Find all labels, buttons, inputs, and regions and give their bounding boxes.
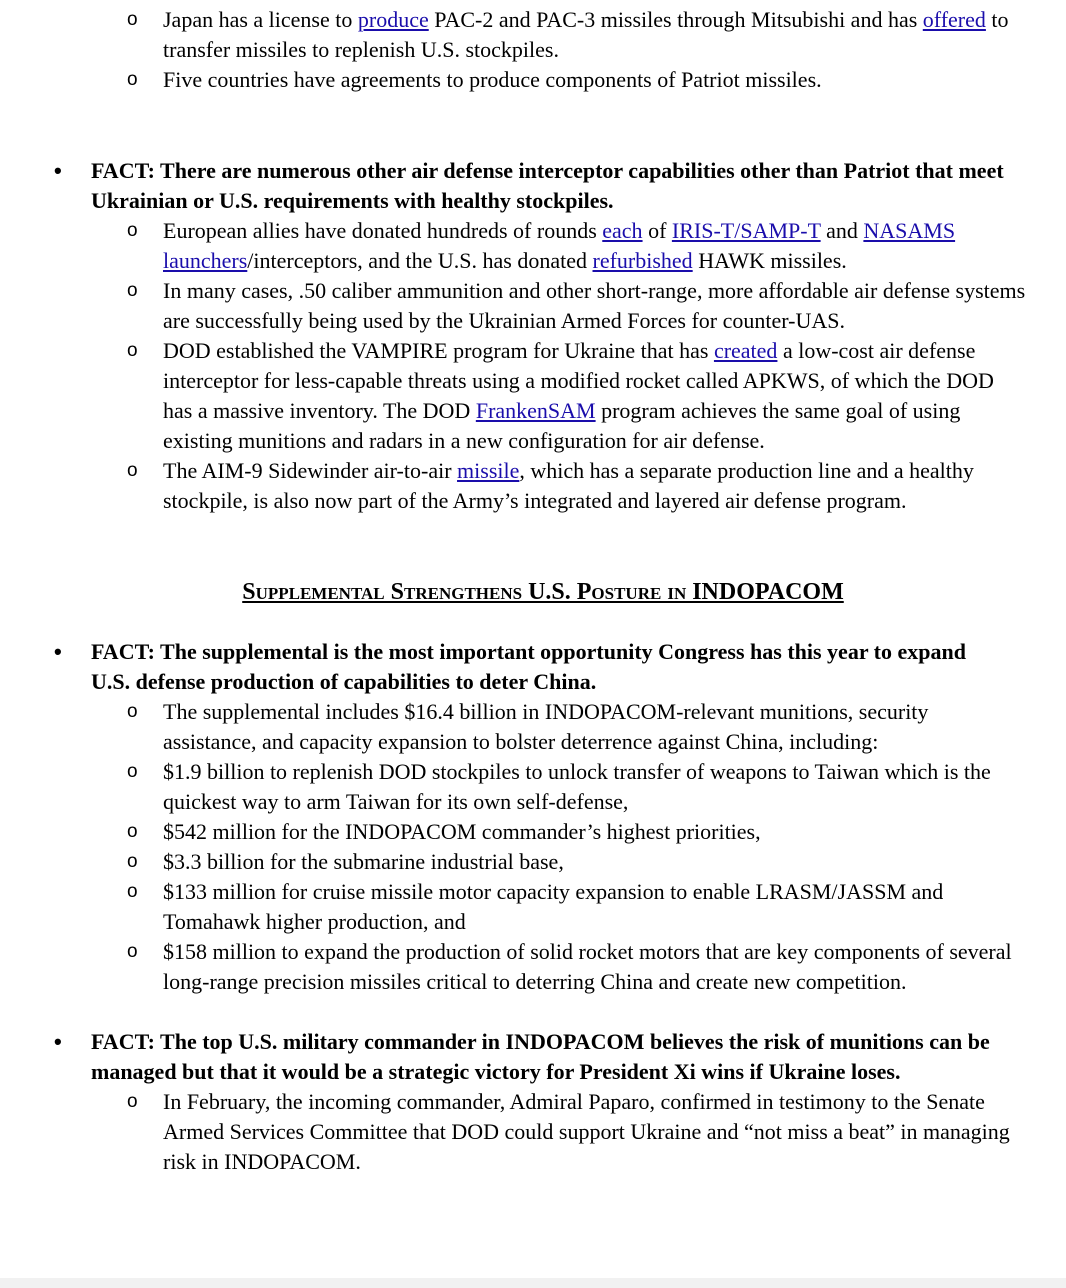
sub-bullet-marker: o xyxy=(127,340,138,361)
list-item-text xyxy=(163,67,822,92)
list-item xyxy=(0,5,1066,65)
text-run: program achieves the same goal of using existing munitions and radars in a new configuration for air defense. xyxy=(163,398,961,453)
text-run: The AIM-9 Sidewinder air-to-air xyxy=(163,458,458,483)
text-run: European allies have donated hundreds of rounds xyxy=(163,218,603,243)
list-item-text xyxy=(163,218,955,273)
fact-heading-2: FACT: The supplemental is the most important opportunity Congress has this year to expand U.S. defense production of capabilities to deter China. xyxy=(91,639,966,694)
list-item-text xyxy=(163,278,1025,333)
list-item xyxy=(0,847,1066,877)
text-run: HAWK missiles. xyxy=(692,248,847,273)
page-bottom-edge xyxy=(0,1278,1066,1288)
section-heading: Supplemental Strengthens U.S. Posture in INDOPACOM xyxy=(242,579,844,605)
fact-bullet-1 xyxy=(0,156,1066,216)
sub-bullet-marker: o xyxy=(127,69,138,90)
list-item xyxy=(0,336,1066,456)
sub-bullet-marker: o xyxy=(127,1091,138,1112)
text-run: of xyxy=(642,218,672,243)
text-run: $133 million for cruise missile motor capacity expansion to enable LRASM/JASSM and Tomahawk higher production, and xyxy=(163,879,944,934)
hyperlink[interactable]: IRIS-T/SAMP-T xyxy=(671,218,821,243)
text-run: In February, the incoming commander, Admiral Paparo, confirmed in testimony to the Senate Armed Services Committee that DOD could support Ukraine and “not miss a beat” in managing risk in INDOPACOM. xyxy=(163,1089,1010,1174)
fact-bullet-2 xyxy=(0,637,1066,697)
sub-bullet-marker: o xyxy=(127,9,138,30)
list-item-text xyxy=(163,759,991,814)
hyperlink[interactable]: refurbished xyxy=(592,248,693,273)
text-run: Five countries have agreements to produce components of Patriot missiles. xyxy=(163,67,822,92)
text-run: a low-cost air defense interceptor for less-capable threats using a modified rocket called APKWS, of which the DOD has a massive inventory. The DOD xyxy=(163,338,994,423)
text-run: In many cases, .50 caliber ammunition and other short-range, more affordable air defense systems are successfully being used by the Ukrainian Armed Forces for counter-UAS. xyxy=(163,278,1026,333)
spacer xyxy=(0,997,1066,1027)
fact1-sublist xyxy=(0,216,1066,516)
hyperlink[interactable]: created xyxy=(713,338,778,363)
sub-bullet-marker: o xyxy=(127,851,138,872)
list-item xyxy=(0,276,1066,336)
list-item-text xyxy=(163,1089,1010,1174)
list-item-text xyxy=(163,458,974,513)
hyperlink[interactable]: FrankenSAM xyxy=(475,398,596,423)
list-item xyxy=(0,757,1066,817)
fact-heading-3: FACT: The top U.S. military commander in INDOPACOM believes the risk of munitions can be managed but that it would be a strategic victory for President Xi wins if Ukraine loses. xyxy=(91,1029,990,1084)
sub-bullet-marker: o xyxy=(127,821,138,842)
sub-bullet-marker: o xyxy=(127,761,138,782)
text-run: DOD established the VAMPIRE program for Ukraine that has xyxy=(163,338,714,363)
text-run: and xyxy=(820,218,864,243)
list-item-text xyxy=(163,819,761,844)
list-item-text xyxy=(163,849,564,874)
hyperlink[interactable]: offered xyxy=(922,7,986,32)
hyperlink[interactable]: each xyxy=(602,218,643,243)
list-item-text xyxy=(163,879,943,934)
text-run: $3.3 billion for the submarine industrial base, xyxy=(163,849,564,874)
list-item-text xyxy=(163,699,928,754)
list-item xyxy=(0,937,1066,997)
text-run: The supplemental includes $16.4 billion in INDOPACOM-relevant munitions, security assistance, and capacity expansion to bolster deterrence against China, including: xyxy=(163,699,929,754)
text-run: $158 million to expand the production of solid rocket motors that are key components of several long-range precision missiles critical to deterring China and create new competition. xyxy=(163,939,1012,994)
sub-bullet-marker: o xyxy=(127,881,138,902)
list-item xyxy=(0,1087,1066,1177)
spacer xyxy=(0,516,1066,577)
sub-bullet-marker: o xyxy=(127,280,138,301)
sub-bullet-marker: o xyxy=(127,460,138,481)
fact3-sublist xyxy=(0,1087,1066,1177)
hyperlink[interactable]: missile xyxy=(457,458,520,483)
fact-bullet-3 xyxy=(0,1027,1066,1087)
text-run: $1.9 billion to replenish DOD stockpiles to unlock transfer of weapons to Taiwan which is the quickest way to arm Taiwan for its own self-defense, xyxy=(163,759,991,814)
text-run: to transfer missiles to replenish U.S. stockpiles. xyxy=(163,7,1009,62)
document-page xyxy=(0,5,1066,1177)
top-sublist xyxy=(0,5,1066,95)
text-run: /interceptors, and the U.S. has donated xyxy=(247,248,593,273)
spacer xyxy=(0,95,1066,156)
list-item xyxy=(0,65,1066,95)
list-item xyxy=(0,817,1066,847)
bullet-marker: • xyxy=(54,158,62,183)
hyperlink[interactable]: NASAMS xyxy=(863,218,956,243)
fact2-sublist xyxy=(0,697,1066,997)
bullet-marker: • xyxy=(54,639,62,664)
list-item-text xyxy=(163,338,994,453)
bullet-marker: • xyxy=(54,1029,62,1054)
sub-bullet-marker: o xyxy=(127,941,138,962)
text-run: , which has a separate production line and a healthy stockpile, is also now part of the Army’s integrated and layered air defense program. xyxy=(163,458,974,513)
fact-heading-1: FACT: There are numerous other air defense interceptor capabilities other than Patriot that meet Ukrainian or U.S. requirements with healthy stockpiles. xyxy=(91,158,1004,213)
sub-bullet-marker: o xyxy=(127,701,138,722)
hyperlink[interactable]: launchers xyxy=(163,248,248,273)
sub-bullet-marker: o xyxy=(127,220,138,241)
text-run: PAC-2 and PAC-3 missiles through Mitsubishi and has xyxy=(428,7,923,32)
hyperlink[interactable]: produce xyxy=(357,7,429,32)
spacer xyxy=(0,607,1066,637)
text-run: $542 million for the INDOPACOM commander’s highest priorities, xyxy=(163,819,761,844)
list-item-text xyxy=(163,939,1012,994)
list-item xyxy=(0,456,1066,516)
list-item xyxy=(0,877,1066,937)
list-item-text xyxy=(163,7,1009,62)
list-item xyxy=(0,697,1066,757)
list-item xyxy=(0,216,1066,276)
text-run: Japan has a license to xyxy=(163,7,358,32)
